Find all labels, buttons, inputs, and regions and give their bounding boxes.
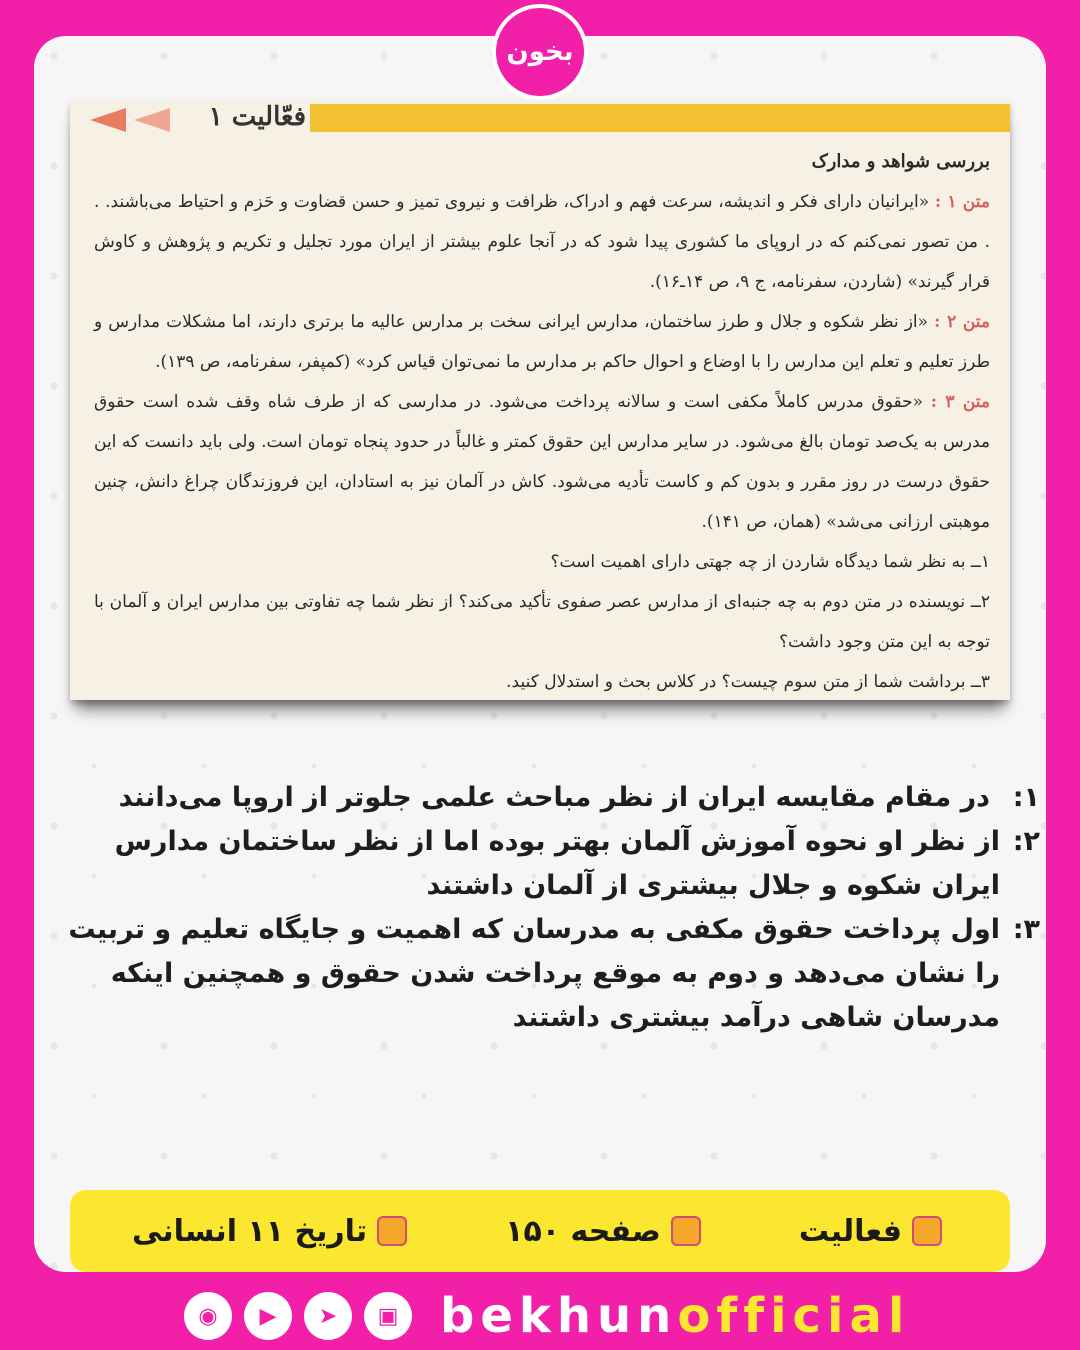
answer-number: ۳: bbox=[1012, 914, 1040, 945]
activity-header bbox=[70, 104, 1010, 134]
book-subtitle: بررسی شواهد و مدارک bbox=[811, 151, 990, 172]
brand-handle-part1: bekhun bbox=[440, 1288, 678, 1344]
arrow-decoration-icon bbox=[134, 108, 170, 132]
source-text-3 bbox=[94, 382, 990, 542]
footer-subject-label: تاریخ ۱۱ انسانی bbox=[132, 1213, 368, 1249]
header-bar bbox=[310, 104, 1010, 132]
source-label: متن ۳ : bbox=[930, 392, 990, 412]
brand-logo-text: بخون bbox=[506, 37, 574, 67]
graduation-cap-icon bbox=[377, 1216, 407, 1246]
arrow-decoration-icon bbox=[90, 108, 126, 132]
answer-text: در مقام مقایسه ایران از نظر مباحث علمی جلوتر از اروپا می‌دانند bbox=[118, 782, 990, 813]
answer-item bbox=[40, 820, 1040, 908]
book-body bbox=[94, 142, 990, 702]
source-body: «ایرانیان دارای فکر و اندیشه، سرعت فهم و ادراک، ظرافت و نیروی تمیز و حسن قضاوت و حَزم و احتیاط می‌باشند. . . من تصور نمی‌کنم که در اروپای ما کشوری پیدا شود که در آنجا علوم بیشتر از ایران مورد تجلیل و تکریم و پژوهش و کاوش قرار گیرند» (شاردن، سفرنامه، ج ۹، ص ۱۴ـ۱۶). bbox=[94, 192, 990, 292]
student-icon bbox=[912, 1216, 942, 1246]
brand-logo bbox=[492, 4, 588, 100]
telegram-icon[interactable]: ➤ bbox=[304, 1292, 352, 1340]
book-icon bbox=[671, 1216, 701, 1246]
source-label: متن ۲ : bbox=[934, 312, 990, 332]
footer-page-label: صفحه ۱۵۰ bbox=[505, 1213, 661, 1249]
source-label: متن ۱ : bbox=[934, 192, 990, 212]
answer-text: اول پرداخت حقوق مکفی به مدرسان که اهمیت و جایگاه تعلیم و تربیت را نشان می‌دهد و دوم به موقع پرداخت شدن حقوق و همچنین اینکه مدرسان شاهی درآمد بیشتری داشتند bbox=[68, 914, 1000, 1033]
footer-activity-label: فعالیت bbox=[798, 1213, 902, 1249]
brand-handle[interactable] bbox=[440, 1288, 910, 1344]
brand-handle-part2: official bbox=[677, 1288, 911, 1344]
source-body: «حقوق مدرس کاملاً مکفی است و سالانه پرداخت می‌شود. در مدارسی که از طرف شاه وقف شده است حقوق مدرس به یک‌صد تومان بالغ می‌شود. در سایر مدارس این حقوق کمتر و غالباً در حدود پنجاه تومان است. ولی باید دانست که این حقوق درست در روز مقرر و بدون کم و کاست تأدیه می‌شود. کاش در آلمان نیز به استادان، این فروزندگان چراغ دانش، چنین موهبتی ارزانی می‌شد» (همان، ص ۱۴۱). bbox=[94, 392, 990, 532]
question-2: ۲ــ نویسنده در متن دوم به چه جنبه‌ای از مدارس عصر صفوی تأکید می‌کند؟ از نظر شما چه تفاوتی بین مدارس ایران و آلمان با توجه به این متن وجود داشت؟ bbox=[94, 592, 990, 652]
footer-activity bbox=[799, 1214, 942, 1249]
footer-page bbox=[505, 1214, 701, 1249]
question-3: ۳ــ برداشت شما از متن سوم چیست؟ در کلاس بحث و استدلال کنید. bbox=[506, 672, 990, 692]
social-bar bbox=[184, 1288, 910, 1344]
activity-title: فعّالیت ۱ bbox=[208, 102, 306, 132]
footer-subject bbox=[132, 1214, 407, 1249]
instagram-icon[interactable]: ▣ bbox=[364, 1292, 412, 1340]
textbook-page bbox=[70, 100, 1010, 700]
answer-item bbox=[40, 908, 1040, 1040]
source-body: «از نظر شکوه و جلال و طرز ساختمان، مدارس ایرانی سخت بر مدارس عالیه ما برتری دارند، اما مشکلات مدارس و طرز تعلیم و تعلم این مدارس را با اوضاع و احوال حاکم بر مدارس ما نمی‌توان قیاس کرد» (کمپفر، سفرنامه، ص ۱۳۹). bbox=[94, 312, 990, 372]
answer-text: از نظر او نحوه آموزش آلمان بهتر بوده اما از نظر ساختمان مدارس ایران شکوه و جلال بیشتری از آلمان داشتند bbox=[114, 826, 1000, 901]
source-text-2 bbox=[94, 302, 990, 382]
answer-number: ۲: bbox=[1012, 826, 1040, 857]
youtube-icon[interactable]: ▶ bbox=[244, 1292, 292, 1340]
question-1: ۱ــ به نظر شما دیدگاه شاردن از چه جهتی دارای اهمیت است؟ bbox=[550, 552, 990, 572]
answer-number: ۱: bbox=[1012, 782, 1040, 813]
info-footer bbox=[70, 1190, 1010, 1272]
film-reel-icon[interactable]: ◉ bbox=[184, 1292, 232, 1340]
source-text-1 bbox=[94, 182, 990, 302]
answer-item bbox=[40, 776, 1040, 820]
answers-list bbox=[40, 776, 1040, 1040]
